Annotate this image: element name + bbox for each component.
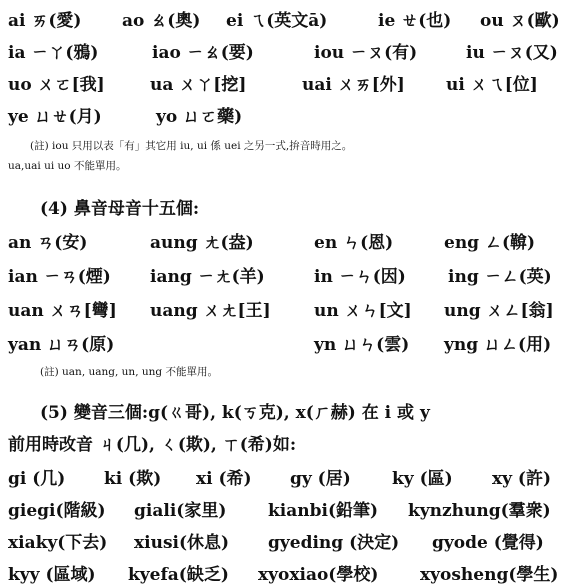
vowel-ui: ui ㄨㄟ[位] <box>446 75 538 95</box>
example-ki: ki (欺) <box>104 469 162 489</box>
example-xyosheng: xyosheng(學生) <box>420 565 559 585</box>
vowel-ou: ou ㄡ(歐) <box>480 11 560 31</box>
vowel-iou: iou ㄧㄡ(有) <box>314 43 418 63</box>
vowel-uai: uai ㄨㄞ[外] <box>302 75 405 95</box>
nasal-yng: yng ㄩㄥ(用) <box>444 335 552 355</box>
example-xi: xi (希) <box>196 469 252 489</box>
example-xy: xy (許) <box>492 469 552 489</box>
vowel-ao: ao ㄠ(奧) <box>122 11 201 31</box>
nasal-uang: uang ㄨㄤ[王] <box>150 301 271 321</box>
example-xiusi: xiusi(休息) <box>134 533 230 553</box>
nasal-in: in ㄧㄣ(因) <box>314 267 406 287</box>
example-giegi: giegi(階級) <box>8 501 106 521</box>
example-xiaky: xiaky(下去) <box>8 533 108 553</box>
nasal-an: an ㄢ(安) <box>8 233 88 253</box>
example-xyoxiao: xyoxiao(學校) <box>258 565 379 585</box>
example-kyefa: kyefa(缺乏) <box>128 565 229 585</box>
vowel-ei: ei ㄟ(英文ā) <box>226 11 328 31</box>
vowel-ua: ua ㄨㄚ[挖] <box>150 75 247 95</box>
nasal-eng: eng ㄥ(鞥) <box>444 233 536 253</box>
vowel-ai: ai ㄞ(愛) <box>8 11 82 31</box>
nasal-ian: ian ㄧㄢ(煙) <box>8 267 111 287</box>
nasal-ing: ing ㄧㄥ(英) <box>448 267 552 287</box>
vowel-ye: ye ㄩㄝ(月) <box>8 107 102 127</box>
example-giali: giali(家里) <box>134 501 227 521</box>
heading-nasal: (4) 鼻音母音十五個: <box>40 199 200 219</box>
vowel-iu: iu ㄧㄡ(又) <box>466 43 558 63</box>
nasal-aung: aung ㄤ(盎) <box>150 233 254 253</box>
vowel-yo: yo ㄩㄛ藥) <box>156 107 243 127</box>
note-1-line-2: ua,uai ui uo 不能單用。 <box>8 160 127 172</box>
example-gy: gy (居) <box>290 469 351 489</box>
example-gi: gi (几) <box>8 469 66 489</box>
heading-variant-line-2: 前用時改音 ㄐ(几), ㄑ(欺), ㄒ(希)如: <box>8 435 297 455</box>
example-gyode: gyode (覺得) <box>432 533 544 553</box>
example-ky: ky (區) <box>392 469 453 489</box>
note-2: (註) uan, uang, un, ung 不能單用。 <box>40 366 218 378</box>
vowel-ie: ie ㄝ(也) <box>378 11 452 31</box>
example-kyy: kyy (區域) <box>8 565 96 585</box>
vowel-uo: uo ㄨㄛ[我] <box>8 75 105 95</box>
nasal-un: un ㄨㄣ[文] <box>314 301 412 321</box>
nasal-yan: yan ㄩㄢ(原) <box>8 335 115 355</box>
example-kynzhung: kynzhung(羣衆) <box>408 501 551 521</box>
vowel-iao: iao ㄧㄠ(要) <box>152 43 254 63</box>
example-kianbi: kianbi(鉛筆) <box>268 501 379 521</box>
nasal-ung: ung ㄨㄥ[翁] <box>444 301 554 321</box>
vowel-ia: ia ㄧㄚ(鴉) <box>8 43 99 63</box>
nasal-yn: yn ㄩㄣ(雲) <box>314 335 410 355</box>
heading-variant-line-1: (5) 變音三個:g(ㄍ哥), k(ㄎ克), x(ㄏ赫) 在 i 或 y <box>40 403 430 423</box>
nasal-iang: iang ㄧㄤ(羊) <box>150 267 265 287</box>
example-gyeding: gyeding (決定) <box>268 533 400 553</box>
nasal-en: en ㄣ(恩) <box>314 233 394 253</box>
nasal-uan: uan ㄨㄢ[彎] <box>8 301 117 321</box>
note-1-line-1: (註) iou 只用以表「有」其它用 iu, ui 係 uei 之另一式,拚音時用之。 <box>30 140 353 152</box>
